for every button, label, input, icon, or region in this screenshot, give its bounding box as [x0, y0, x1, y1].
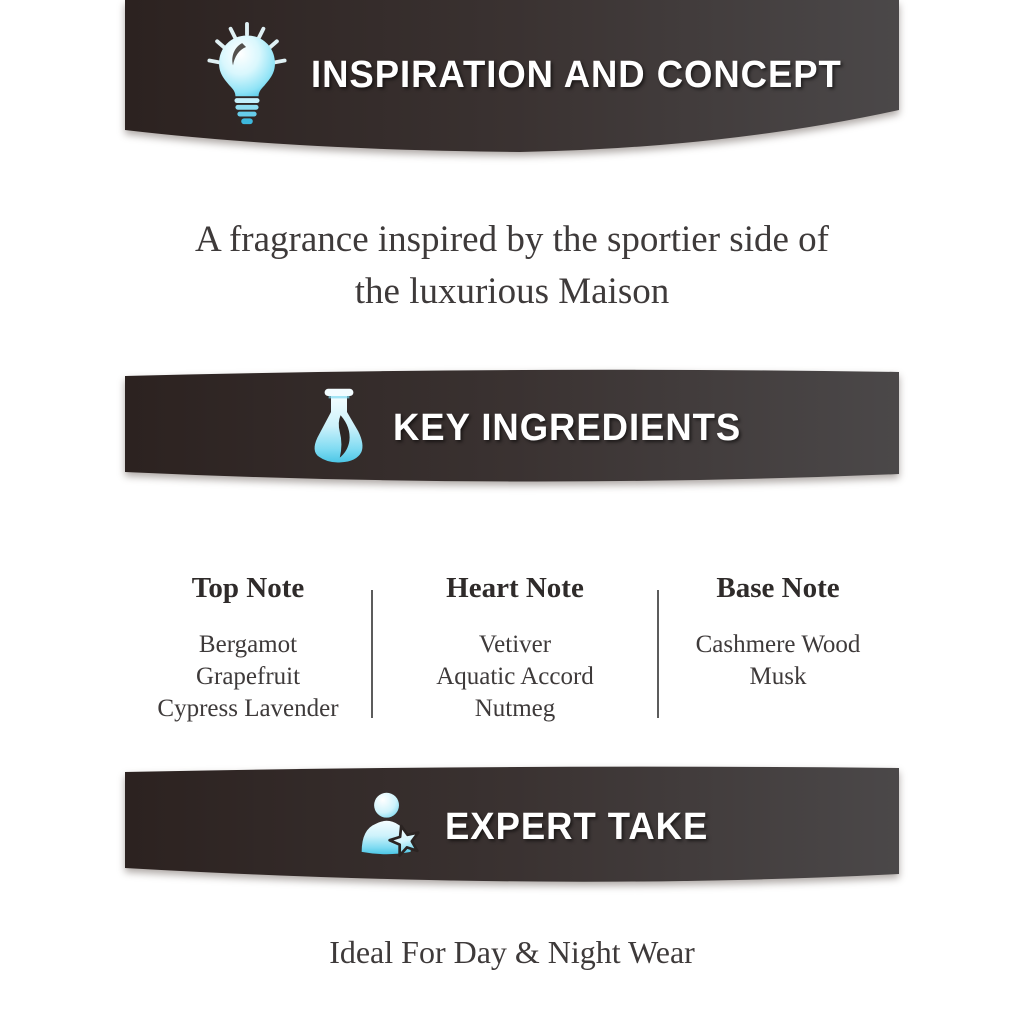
note-item: Vetiver: [478, 631, 552, 658]
note-item: Cashmere Wood: [695, 631, 861, 658]
note-item: Cypress Lavender: [157, 695, 339, 722]
heart-note-heading: Heart Note: [446, 572, 584, 604]
note-item: Grapefruit: [195, 663, 301, 690]
key-ingredients-banner: [125, 368, 899, 492]
expert-take-banner: [125, 766, 899, 894]
heart-note-column: [373, 572, 657, 725]
top-note-heading: Top Note: [191, 572, 305, 604]
key-ingredients-columns: [125, 572, 899, 725]
expert-take-title: EXPERT TAKE: [445, 805, 709, 848]
user-star-icon: [357, 787, 427, 867]
inspiration-text-line1: A fragrance inspired by the sportier side of: [195, 219, 829, 260]
note-item: Bergamot: [198, 631, 298, 658]
inspiration-banner-content: [125, 0, 864, 150]
note-item: Musk: [749, 663, 807, 690]
inspiration-text: [125, 214, 899, 318]
base-note-heading: Base Note: [716, 572, 840, 604]
inspiration-banner: [125, 0, 899, 175]
key-ingredients-banner-content: [125, 368, 756, 488]
key-ingredients-title: KEY INGREDIENTS: [393, 406, 742, 449]
flask-icon: [307, 388, 371, 468]
note-item: Nutmeg: [474, 695, 556, 722]
top-note-column: [125, 572, 371, 725]
note-item: Aquatic Accord: [436, 663, 594, 690]
expert-take-banner-content: [125, 766, 719, 888]
expert-take-text: Ideal For Day & Night Wear: [329, 934, 695, 970]
inspiration-title: INSPIRATION AND CONCEPT: [311, 53, 842, 96]
inspiration-text-line2: the luxurious Maison: [354, 271, 670, 312]
base-note-column: [659, 572, 897, 693]
lightbulb-icon: [197, 21, 297, 129]
